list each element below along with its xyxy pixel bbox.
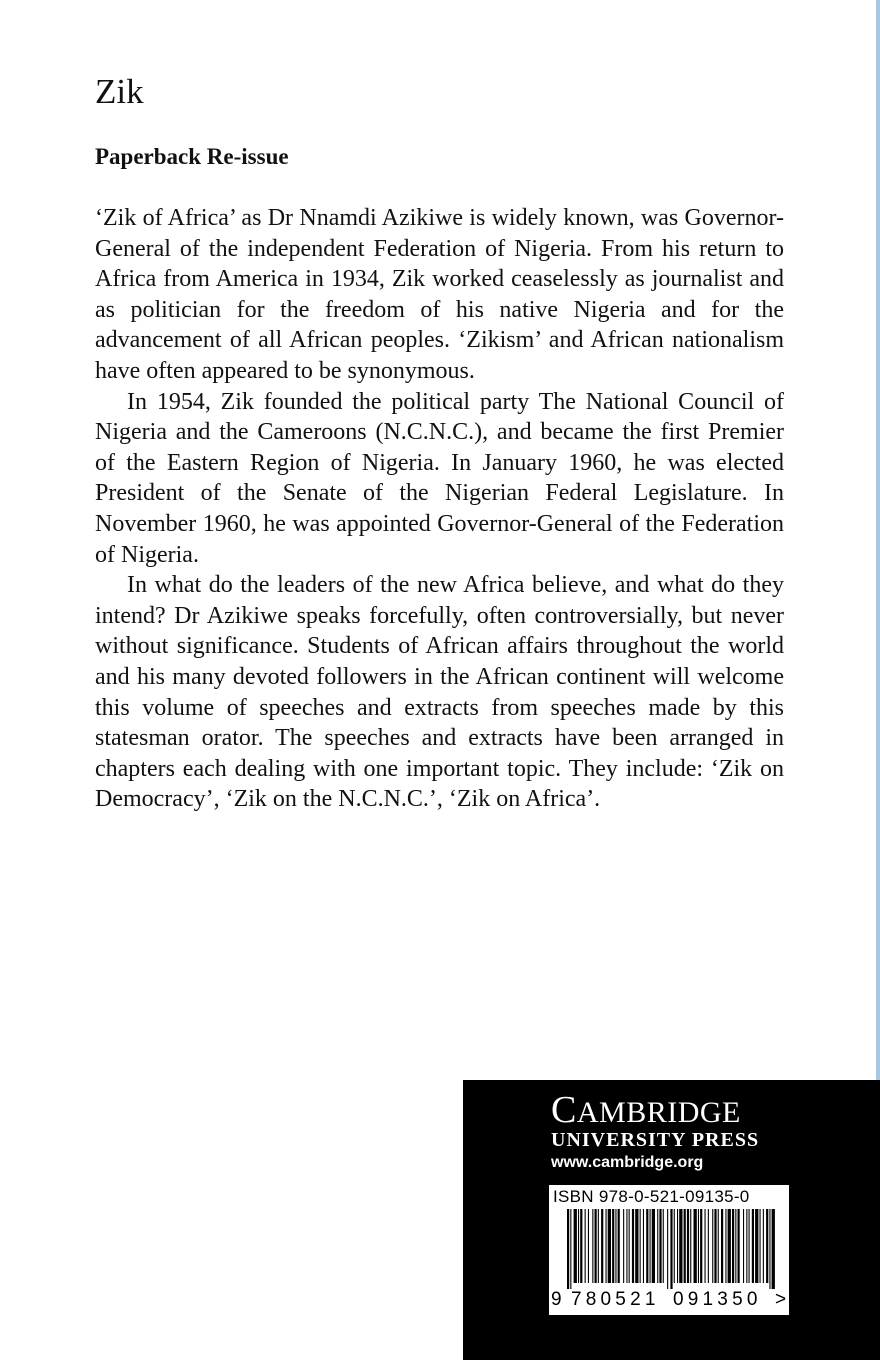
barcode-bar xyxy=(714,1209,716,1283)
barcode-bar xyxy=(679,1209,682,1283)
book-subtitle: Paperback Re-issue xyxy=(95,144,289,169)
barcode-bar xyxy=(574,1209,577,1283)
barcode-bar xyxy=(684,1209,686,1283)
barcode-bar xyxy=(728,1209,731,1283)
barcode-group-2: 091350 xyxy=(673,1289,762,1310)
barcode-bar xyxy=(598,1209,599,1283)
barcode-bar xyxy=(705,1209,706,1283)
barcode-bar xyxy=(570,1209,571,1289)
barcode-bar xyxy=(650,1209,651,1283)
barcode-bar xyxy=(615,1209,616,1283)
blurb-paragraph-1: ‘Zik of Africa’ as Dr Nnamdi Azikiwe is widely known, was Governor-General of the independent Federation of Nigeria. From his return to Africa from America in 1934, Zik worked ceaselessly as journalist and as politician for the freedom of his native Nigeria and for the advancement of all African peoples. ‘Zikism’ and African nationalism have often appeared to be synonymous. xyxy=(95,205,784,384)
barcode-bar xyxy=(760,1209,761,1283)
barcode-bar xyxy=(763,1209,764,1283)
barcode-bar xyxy=(735,1209,736,1283)
barcode-bar xyxy=(659,1209,661,1283)
barcode-bar xyxy=(585,1209,586,1283)
barcode-bar xyxy=(694,1209,697,1283)
barcode-bar xyxy=(687,1209,689,1283)
barcode-bar xyxy=(674,1209,675,1283)
barcode-bar xyxy=(595,1209,597,1283)
barcode-bars xyxy=(549,1209,789,1289)
barcode-bar xyxy=(749,1209,750,1283)
publisher-subline: UNIVERSITY PRESS xyxy=(551,1129,760,1151)
barcode xyxy=(549,1185,789,1315)
barcode-bar xyxy=(646,1209,648,1283)
barcode-bar xyxy=(690,1209,691,1283)
barcode-bar xyxy=(618,1209,620,1283)
barcode-bar xyxy=(640,1209,641,1283)
barcode-lead-digit: 9 xyxy=(551,1289,562,1310)
barcode-bar xyxy=(657,1209,658,1283)
barcode-bar xyxy=(698,1209,699,1283)
book-title: Zik xyxy=(95,72,144,111)
barcode-bar xyxy=(606,1209,607,1283)
barcode-bar xyxy=(712,1209,713,1283)
barcode-bar xyxy=(601,1209,603,1283)
barcode-bar xyxy=(700,1209,702,1283)
barcode-bar xyxy=(663,1209,664,1283)
blurb-paragraph-3: In what do the leaders of the new Africa believe, and what do they intend? Dr Azikiwe speaks forcefully, often controversially, but never without significance. Students of African affairs throughout the world and his many devoted followers in the African continent will welcome this volume of speeches and extracts from speeches made by this statesman orator. The speeches and extracts have been arranged in chapters each dealing with one important topic. They include: ‘Zik on Democracy’, ‘Zik on the N.C.N.C.’, ‘Zik on Africa’. xyxy=(95,572,784,813)
barcode-bar xyxy=(732,1209,734,1283)
blurb-paragraph-2: In 1954, Zik founded the political party The National Council of Nigeria and the Cameroons (N.C.N.C.), and became the first Premier of the Eastern Region of Nigeria. In January 1960, he was elected President of the Senate of the Nigerian Federal Legislature. In November 1960, he was appointed Governor-General of the Federation of Nigeria. xyxy=(95,388,784,568)
barcode-group-1: 780521 xyxy=(571,1289,660,1310)
publisher-name: CAMBRIDGE xyxy=(551,1089,741,1131)
barcode-bar xyxy=(708,1209,709,1283)
barcode-bar xyxy=(588,1209,589,1283)
barcode-bar xyxy=(677,1209,678,1283)
barcode-bar xyxy=(567,1209,569,1289)
barcode-bar xyxy=(635,1209,638,1283)
barcode-bar xyxy=(738,1209,740,1283)
blurb-text xyxy=(95,203,784,815)
barcode-bar xyxy=(667,1209,668,1289)
publisher-panel xyxy=(463,1080,880,1360)
isbn-label: ISBN 978-0-521-09135-0 xyxy=(553,1187,750,1206)
barcode-bar xyxy=(629,1209,630,1283)
barcode-bar xyxy=(772,1209,775,1289)
barcode-bar xyxy=(608,1209,611,1283)
barcode-bar xyxy=(626,1209,627,1283)
barcode-bar xyxy=(670,1209,672,1289)
barcode-bar xyxy=(769,1209,770,1289)
barcode-bar xyxy=(632,1209,634,1283)
barcode-bar xyxy=(721,1209,723,1283)
barcode-bar xyxy=(623,1209,624,1283)
barcode-bar xyxy=(643,1209,644,1283)
barcode-bar xyxy=(746,1209,747,1283)
publisher-url: www.cambridge.org xyxy=(551,1154,704,1171)
barcode-bar xyxy=(766,1209,768,1283)
barcode-bar xyxy=(578,1209,579,1283)
barcode-bar xyxy=(752,1209,754,1283)
barcode-bar xyxy=(743,1209,744,1283)
barcode-bar xyxy=(725,1209,726,1283)
barcode-bar xyxy=(718,1209,719,1283)
barcode-bar xyxy=(652,1209,655,1283)
barcode-bar xyxy=(592,1209,593,1283)
barcode-bar xyxy=(580,1209,582,1283)
barcode-end-mark: > xyxy=(775,1289,787,1310)
barcode-bar xyxy=(755,1209,758,1283)
barcode-bar xyxy=(612,1209,614,1283)
